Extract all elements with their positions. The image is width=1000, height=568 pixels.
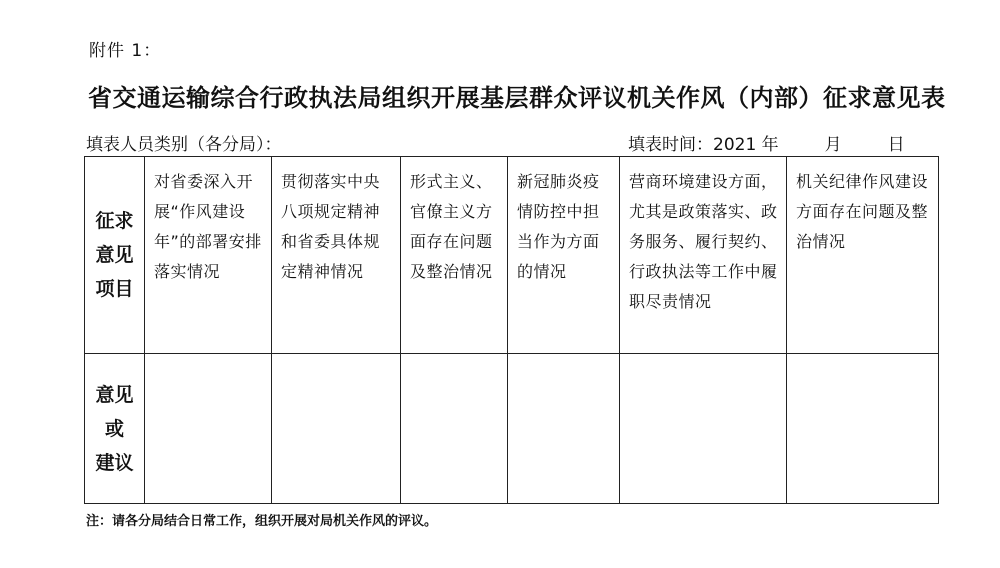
fill-date-year-label: 填表时间：2021 年 [628, 135, 779, 155]
opinion-input-cell[interactable] [508, 354, 620, 504]
opinion-input-cell[interactable] [620, 354, 787, 504]
item-text: 贯彻落实中央八项规定精神和省委具体规定精神情况 [281, 172, 381, 281]
opinion-input-cell[interactable] [145, 354, 272, 504]
item-text: 形式主义、官僚主义方面存在问题及整治情况 [410, 172, 493, 281]
items-row-header-line: 意见 [95, 244, 134, 266]
item-cell [508, 157, 620, 354]
filler-category-label: 填表人员类别（各分局）： [86, 135, 282, 155]
opinions-row-header-line: 建议 [95, 451, 134, 474]
attachment-label: 附件 1： [89, 41, 162, 61]
items-row-header [85, 157, 145, 354]
items-row-header-line: 项目 [95, 278, 134, 300]
fill-date-month-label: 月 [824, 135, 842, 155]
items-row-header-line: 征求 [95, 210, 134, 232]
opinions-row [85, 354, 939, 504]
document-title: 省交通运输综合行政执法局组织开展基层群众评议机关作风（内部）征求意见表 [88, 84, 946, 112]
item-cell [272, 157, 401, 354]
opinions-row-header-line: 意见 [95, 383, 134, 406]
opinions-row-header [85, 354, 145, 504]
item-cell [787, 157, 939, 354]
opinion-input-cell[interactable] [787, 354, 939, 504]
opinions-row-header-line: 或 [104, 417, 124, 440]
item-cell [620, 157, 787, 354]
opinion-input-cell[interactable] [272, 354, 401, 504]
item-text: 对省委深入开展“作风建设年”的部署安排落实情况 [154, 172, 262, 281]
fill-date-day-label: 日 [887, 135, 905, 155]
item-text: 营商环境建设方面，尤其是政策落实、政务服务、履行契约、行政执法等工作中履职尽责情况 [629, 172, 778, 311]
footnote: 注：请各分局结合日常工作，组织开展对局机关作风的评议。 [86, 514, 438, 529]
opinion-input-cell[interactable] [401, 354, 508, 504]
item-cell [401, 157, 508, 354]
item-text: 新冠肺炎疫情防控中担当作为方面的情况 [517, 172, 600, 281]
fill-date [628, 130, 905, 155]
item-cell [145, 157, 272, 354]
items-row [85, 157, 939, 354]
opinion-form-table [84, 156, 939, 504]
item-text: 机关纪律作风建设方面存在问题及整治情况 [796, 172, 929, 251]
